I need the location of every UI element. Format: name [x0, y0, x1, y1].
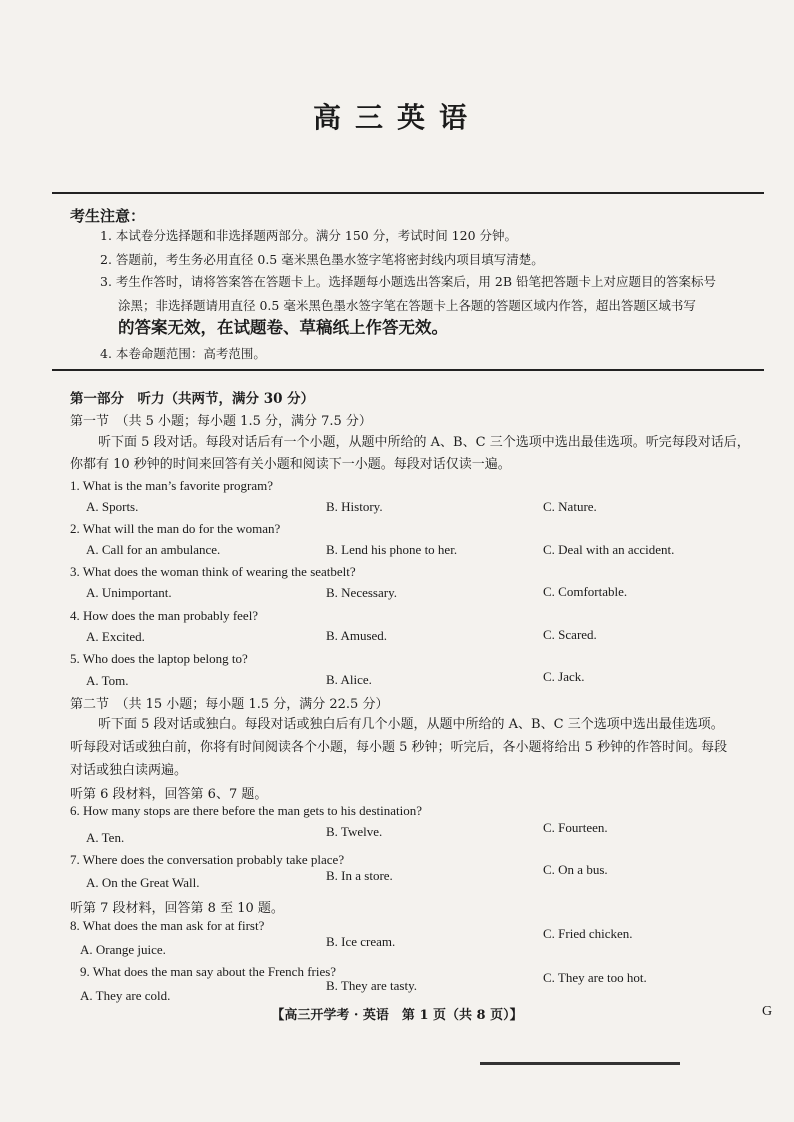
q6-option-b: B. Twelve. — [326, 824, 383, 839]
divider-top — [52, 192, 764, 194]
page-title: 高三英语 — [312, 101, 481, 134]
q7-option-a: A. On the Great Wall. — [86, 875, 200, 890]
section2-instruction-2: 听每段对话或独白前，你将有时间阅读各个小题，每小题 5 秒钟；听完后，各小题将给出 5 秒钟的作答时间。每段 — [70, 740, 728, 755]
q6-option-a: A. Ten. — [86, 830, 125, 845]
q9-option-c: C. They are too hot. — [543, 970, 647, 985]
q1-option-c: C. Nature. — [543, 499, 597, 514]
q9-option-a: A. They are cold. — [80, 988, 171, 1003]
q8-option-b: B. Ice cream. — [326, 934, 396, 949]
question-1: 1. What is the man’s favorite program? — [70, 478, 274, 493]
q4-option-b: B. Amused. — [326, 628, 388, 643]
notice-heading: 考生注意： — [70, 207, 146, 225]
q5-option-a: A. Tom. — [86, 673, 129, 688]
q4-option-c: C. Scared. — [543, 627, 597, 642]
q4-option-a: A. Excited. — [86, 629, 145, 644]
notice-item-3: 3. 考生作答时，请将答案答在答题卡上。选择题每小题选出答案后，用 2B 铅笔把答题卡上对应题目的答案标号 — [100, 274, 716, 289]
question-8: 8. What does the man ask for at first? — [70, 918, 265, 933]
notice-item-3-emphasis: 的答案无效，在试题卷、草稿纸上作答无效。 — [118, 318, 448, 337]
question-4: 4. How does the man probably feel? — [70, 608, 259, 623]
section1-instruction-1: 听下面 5 段对话。每段对话后有一个小题，从题中所给的 A、B、C 三个选项中选出最佳选项。听完每段对话后， — [98, 435, 750, 450]
q2-option-b: B. Lend his phone to her. — [326, 542, 458, 557]
q2-option-c: C. Deal with an accident. — [543, 542, 675, 557]
section2-heading: 第二节 （共 15 小题；每小题 1.5 分，满分 22.5 分） — [70, 697, 389, 712]
part1-heading: 第一部分 听力（共两节，满分 30 分） — [70, 391, 315, 407]
q3-option-c: C. Comfortable. — [543, 584, 628, 599]
page-footer: 【高三开学考 · 英语 第 1 页（共 8 页）】 — [271, 1008, 523, 1023]
q5-option-c: C. Jack. — [543, 669, 585, 684]
question-2: 2. What will the man do for the woman? — [70, 521, 281, 536]
divider-notice — [52, 369, 764, 371]
section1-instruction-2: 你都有 10 秒钟的时间来回答有关小题和阅读下一小题。每段对话仅读一遍。 — [70, 457, 511, 472]
q7-option-c: C. On a bus. — [543, 862, 608, 877]
q7-option-b: B. In a store. — [326, 868, 393, 883]
question-6: 6. How many stops are there before the man gets to his destination? — [70, 803, 422, 818]
notice-item-1: 1. 本试卷分选择题和非选择题两部分。满分 150 分，考试时间 120 分钟。 — [100, 228, 518, 243]
q2-option-a: A. Call for an ambulance. — [86, 542, 221, 557]
q3-option-b: B. Necessary. — [326, 585, 397, 600]
q8-option-a: A. Orange juice. — [80, 942, 166, 957]
q9-option-b: B. They are tasty. — [326, 978, 417, 993]
q3-option-a: A. Unimportant. — [86, 585, 172, 600]
q1-option-a: A. Sports. — [86, 499, 139, 514]
q5-option-b: B. Alice. — [326, 672, 372, 687]
question-3: 3. What does the woman think of wearing the seatbelt? — [70, 564, 356, 579]
material-6-heading: 听第 6 段材料，回答第 6、7 题。 — [70, 787, 268, 802]
page-edge-line — [480, 1062, 680, 1065]
section2-instruction-1: 听下面 5 段对话或独白。每段对话或独白后有几个小题，从题中所给的 A、B、C 三个选项中选出最佳选项。 — [98, 717, 724, 732]
q8-option-c: C. Fried chicken. — [543, 926, 633, 941]
section2-instruction-3: 对话或独白读两遍。 — [70, 763, 188, 778]
q1-option-b: B. History. — [326, 499, 383, 514]
question-7: 7. Where does the conversation probably take place? — [70, 852, 345, 867]
notice-item-4: 4. 本卷命题范围：高考范围。 — [100, 346, 266, 361]
version-mark: G — [762, 1004, 773, 1019]
notice-item-2: 2. 答题前，考生务必用直径 0.5 毫米黑色墨水签字笔将密封线内项目填写清楚。 — [100, 252, 544, 267]
section1-heading: 第一节 （共 5 小题；每小题 1.5 分，满分 7.5 分） — [70, 414, 372, 429]
question-5: 5. Who does the laptop belong to? — [70, 651, 248, 666]
q6-option-c: C. Fourteen. — [543, 820, 608, 835]
notice-item-3-cont: 涂黑；非选择题请用直径 0.5 毫米黑色墨水签字笔在答题卡上各题的答题区域内作答，超出答题区域书写 — [118, 298, 696, 313]
question-9: 9. What does the man say about the French fries? — [80, 964, 337, 979]
material-7-heading: 听第 7 段材料，回答第 8 至 10 题。 — [70, 901, 284, 916]
